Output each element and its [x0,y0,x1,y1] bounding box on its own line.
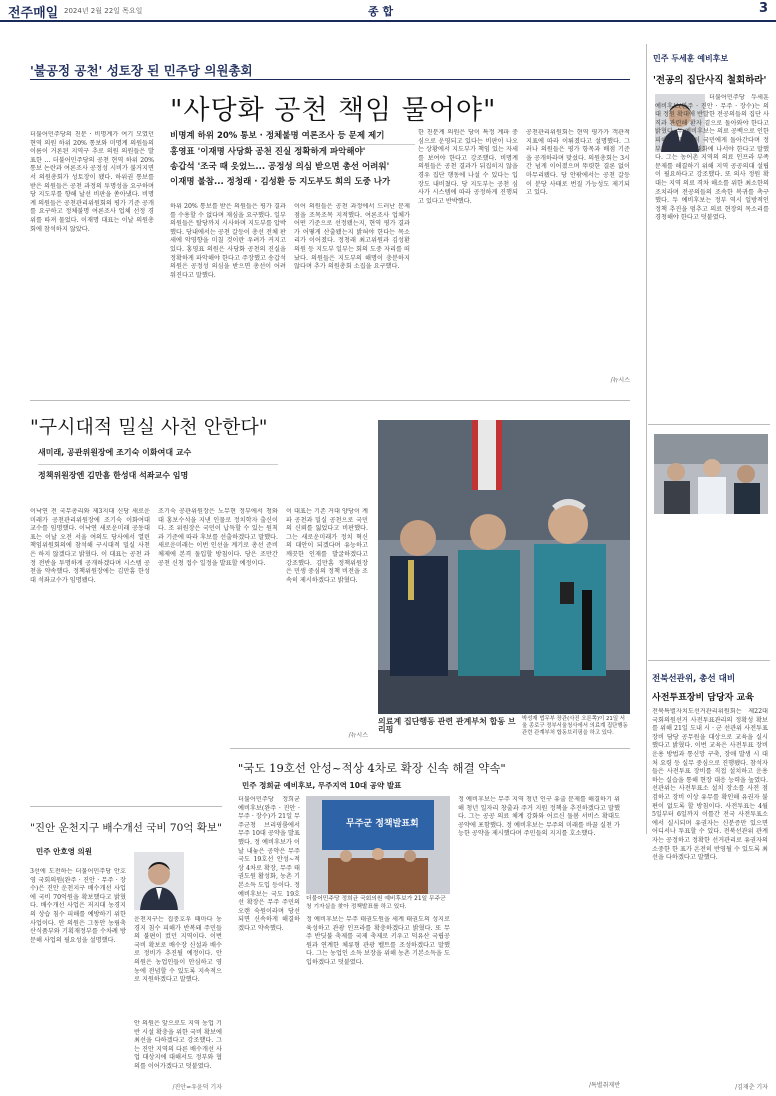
article-column: 이낙연 전 국무총리와 제3지대 신당 새로운미래가 공천관리위원장에 조기숙 이화여대 교수를 임명했다. 이낙연 새로운미래 공동대표는 이날 오전 서울 여의도 당사에서 열린 책임위원회의에 참석해 구시대적 밀실 사천은 하지 않겠다고 밝혔다. 이 대표는 공천 과정 전반을 투명하게 공개하겠다며 시스템 공천을 약속했다. 정책위원장에는 김만흠 한성대 석좌교수가 임명됐다. [30,508,150,584]
subhead: 송갑석 '조국 때 읏었느... 공정성 의심 받으면 총선 어려워' [170,162,390,172]
policy-image [306,796,450,894]
article-column: 운천지구는 집중호우 때마다 농경지 침수 피해가 반복돼 주민들의 불편이 컸던 지역이다. 이번 국비 확보로 배수장 신설과 배수로 정비가 추진될 예정이다. 안 의원은 농업인들이 안심하고 영농에 전념할 수 있도록 지속적으로 지원하겠다고 말했다. [134,916,222,984]
byline: /뉴시스 [610,377,630,384]
photo-caption: 더불어민주당 정희균 국회의원 예비후보가 21일 무주군청 기자실을 찾아 정책발표를 하고 있다. [306,896,446,910]
article-column: 안 의원은 앞으로도 지역 농업 기반 시설 확충을 위한 국비 확보에 최선을 다하겠다고 강조했다. 그는 진안 지역의 다른 배수개선 사업 대상지에 대해서도 정부와 협의를 이어가겠다고 덧붙였다. [134,1020,222,1070]
article-column: 공천관리위원회는 현역 평가가 객관적 지표에 따라 이뤄졌다고 설명했다. 그러나 의원들은 평가 항목과 배점 기준을 공개하라며 맞섰다. 의원총회는 3시간 넘게 이어졌으며 뚜렷한 결론 없이 마무리됐다. 당 안팎에서는 공천 갈등이 분당 사태로 번질 가능성도 제기되고 있다. [526,129,630,197]
byline: /김재춘 기자 [735,1084,768,1091]
subhead: 새미래, 공관위원장에 조기숙 이화여대 교수 [38,442,278,465]
crowd-photo [654,434,768,514]
sidebar-headline: '전공의 집단사직 철회하라' [653,75,767,86]
article-column: 정 예비후보는 무주 태권도원을 세계 태권도의 성지로 육성하고 관광 인프라를 확충하겠다고 밝혔다. 또 무주 반딧불 축제를 국제 축제로 키우고 덕유산 국립공원과 연계한 체류형 관광 벨트를 조성하겠다고 말했다. 그는 농업인 소득 보장을 위해 농촌 기본소득을 도입하겠다고 덧붙였다. [306,916,450,966]
news-photo [378,420,630,714]
kicker-rule [30,79,630,80]
sidebar-kicker: 전북선관위, 총선 대비 [652,674,736,684]
article-headline: "사당화 공천 책임 물어야" [170,95,497,126]
paper-name: 전주매일 [8,6,59,21]
crowd-image [654,434,768,514]
subhead: 이재명 불참... 정청래 · 김성환 등 지도부도 회의 도중 나가 [170,177,391,187]
article-column: 하위 20% 통보를 받은 의원들은 평가 결과를 수용할 수 없다며 재심을 요구했다. 일부 의원들은 탈당까지 시사하며 지도부를 압박했다. 당내에서는 공천 갈등이 총선 전체 판세에 악영향을 미칠 것이란 우려가 커지고 있다. 홍영표 의원은 사당화 공천의 진실을 정확하게 파악해야 한다고 주장했고 송갑석 의원은 공정성 의심을 받으면 총선이 어려워진다고 말했다. [170,203,286,279]
subhead: 민주 정희균 예비후보, 무주지역 10대 공약 발표 [242,781,402,790]
section-divider [30,806,222,807]
photo-banner: 무주군 정책발표회 [346,819,419,829]
subhead: 민주 안호영 의원 [36,847,92,856]
subhead: 정책위원장엔 김만흠 한성대 석좌교수 임명 [38,471,189,480]
page-number: 3 [758,1,768,16]
article-headline: "구시대적 밀실 사천 안한다" [30,416,268,438]
masthead [0,0,776,22]
article-column: 한 친문계 의원은 당이 특정 계파 중심으로 운영되고 있다는 비판이 나오는 상황에서 지도부가 책임 있는 자세를 보여야 한다고 강조했다. 비명계 의원들은 공천 결과가 뒤집히지 않을 경우 집단 행동에 나설 수 있다는 입장도 내비쳤다. 당 지도부는 공천 심사가 시스템에 따라 공정하게 진행되고 있다고 반박했다. [418,129,518,205]
sidebar-body: 전북특별자치도선거관리위원회는 제22대 국회의원선거 사전투표관리의 정확성 확보를 위해 21일 도내 시 · 군 선관위 사전투표장비 담당 공무원을 대상으로 교육을 실시했다고 밝혔다. 이번 교육은 사전투표 장비 운용 방법과 통신망 구축, 장애 발생 시 대처 요령 등 실무 중심으로 진행됐다. 참석자들은 사전투표 장비를 직접 설치하고 운용하는 실습을 통해 현장 대응 능력을 높였다. 선관위는 사전투표소 설치 장소를 사전 점검하고 장비 이상 유무를 확인해 유권자 불편이 없도록 할 방침이다. 사전투표는 4월 5일부터 6일까지 이틀간 전국 사전투표소에서 실시되며 유권자는 신분증만 있으면 어디서나 투표할 수 있다. 전북선관위 관계자는 공정하고 정확한 선거관리로 유권자의 소중한 한 표가 온전히 반영될 수 있도록 최선을 다하겠다고 말했다. [652,708,768,862]
article-column: 더불어민주당의 친문 · 비명계가 여기 모였던 현역 의원 하위 20% 통보와 미명계 의원들의 이름이 거론된 지역구 추로 의원 의원들은 발표한 ... 더불어민주당의 공천 현역 하위 20% 통보 논란과 여론조사 공정성 시비가 불거지면서 의원총회가 성토장이 됐다. 하위권 통보를 받은 의원들은 공천 과정의 투명성을 요구하며 당 지도부를 향해 날선 비판을 쏟아냈다. 비명계 의원들은 공천관리위원회의 평가 기준 공개를 요구하고 정체불명 여론조사 업체 선정 경위를 따져 물었다. 이재명 대표는 이날 의원총회에 참석하지 않았다. [30,131,154,233]
article-headline: "국도 19호선 안성~적상 4차로 확장 신속 해결 약속" [238,761,506,775]
section-divider [230,748,630,749]
byline: /특별취재반 [588,1082,620,1089]
sidebar-divider [648,424,770,425]
article-column: 3선에 도전하는 더불어민주당 안호영 국회의원(완주 · 진안 · 무주 · 장수)은 진안 운천지구 배수개선 사업에 국비 70억원을 확보했다고 밝혔다. 배수개선 사업은 저지대 농경지의 상습 침수 피해를 예방하기 위한 사업이다. 안 의원은 그동안 농림축산식품부와 기획재정부를 수차례 방문해 사업의 필요성을 설명했다. [30,868,126,944]
byline: /뉴시스 [348,732,368,739]
article-column: 이 대표는 기존 거대 양당이 계파 공천과 밀실 공천으로 국민의 신뢰를 잃었다고 비판했다. 그는 새로운미래가 정치 혁신의 대안이 되겠다며 유능하고 깨끗한 인재를 발굴하겠다고 강조했다. 김만흠 정책위원장은 민생 중심의 정책 비전을 조속히 제시하겠다고 밝혔다. [286,508,368,584]
article-column: 이어 의원들은 공천 과정에서 드러난 문제점을 조목조목 지적했다. 여론조사 업체가 어떤 기준으로 선정됐는지, 현역 평가 결과가 어떻게 산출됐는지 밝혀야 한다는 목소리가 이어졌다. 정청래 최고위원과 김성환 의원 등 지도부 일부는 회의 도중 자리를 떠났다. 의원들은 지도부의 해명이 충분하지 않다며 추가 의원총회 소집을 요구했다. [294,203,410,271]
section-divider [30,400,630,401]
subheads [170,129,415,190]
section-name: 종 합 [368,5,394,18]
news-photo [306,796,450,894]
article-secondary [30,404,630,744]
article-third [230,752,630,1092]
portrait-image [134,852,184,910]
subhead: 홍영표 '이재명 사당화 공천 진실 정확하게 파악해야' [170,147,366,157]
briefing-image [378,420,630,714]
article-column: 더불어민주당 정희균 예비후보(완주 · 진안 · 무주 · 장수)가 21일 무주군청 브리핑룸에서 무주 10대 공약을 발표했다. 정 예비후보가 이날 내놓은 공약은 무주 국도 19호선 안성~적상 4차로 확장, 무주 태권도원 활성화, 농촌 기본소득 도입 등이다. 정 예비후보는 국도 19호선 확장은 무주 주민의 오랜 숙원이라며 당선되면 신속하게 해결하겠다고 약속했다. [238,796,300,932]
article-column: 정 예비후보는 무주 지역 청년 인구 유출 문제를 해결하기 위해 청년 일자리 창출과 주거 지원 정책을 추진하겠다고 말했다. 그는 공공 의료 체계 강화와 어르신 돌봄 서비스 확대도 공약에 포함했다. 정 예비후보는 무주의 미래를 바꿀 실천 가능한 공약을 제시했다며 주민들의 지지를 호소했다. [458,796,620,838]
article-kicker: '불공정 공천' 성토장 된 민주당 의원총회 [30,63,253,78]
subheads [38,442,278,487]
article-fourth [30,808,222,1094]
article-headline: "진안 운천지구 배수개선 국비 70억 확보" [30,822,222,834]
issue-date: 2024년 2월 22일 목요일 [64,7,143,15]
photo-caption-title: 의료계 집단행동 관련 관계부처 합동 브리핑 [378,717,516,734]
byline: /진안=우윤덕 기자 [172,1084,222,1091]
sidebar-headline: 사전투표장비 담당자 교육 [652,693,754,703]
sidebar-kicker: 민주 두세훈 예비후보 [653,54,729,63]
subhead: 비명계 하위 20% 통보 · 정체불명 여론조사 등 문제 제기 [170,129,415,145]
article-main [30,55,630,385]
photo-caption: 박성재 법무부 장관(사진 오른쪽)이 21일 서울 종로구 정부서울청사에서 의료계 집단행동 관련 관계부처 합동브리핑을 하고 있다. [522,716,628,736]
sidebar-body: 더불어민주당 두세훈 예비후보(완주 · 진안 · 무주 · 장수)는 의대 정원 확대에 반발한 전공의들의 집단 사직과 관련해 환자 곁으로 돌아와야 한다고 밝혔다. 두 예비후보는 의료 공백으로 인한 피해는 고스란히 국민에게 돌아간다며 정부와 의료계가 대화에 나서야 한다고 말했다. 그는 농어촌 지역의 의료 인프라 부족 문제를 해결하기 위해 지역 공공의대 설립이 필요하다고 강조했다. 또 의사 정원 확대는 지역 의료 격차 해소를 위한 최소한의 조치라며 전공의들의 조속한 복귀를 촉구했다. 두 예비후보는 정부 역시 일방적인 정책 추진을 멈추고 의료 현장의 목소리를 경청해야 한다고 덧붙였다. [655,94,769,222]
article-column: 조기숙 공관위원장은 노무현 정부에서 청와대 홍보수석을 지낸 인물로 정치학자 출신이다. 조 위원장은 국민이 납득할 수 있는 원칙과 기준에 따라 후보를 선출하겠다고 말했다. 새로운미래는 이번 인선을 계기로 총선 준비 체제에 본격 돌입할 방침이다. 당은 조만간 공천 신청 접수 일정을 발표할 예정이다. [158,508,278,567]
portrait-photo [134,852,184,910]
sidebar-divider [648,660,770,661]
sidebar-column [652,664,770,1094]
